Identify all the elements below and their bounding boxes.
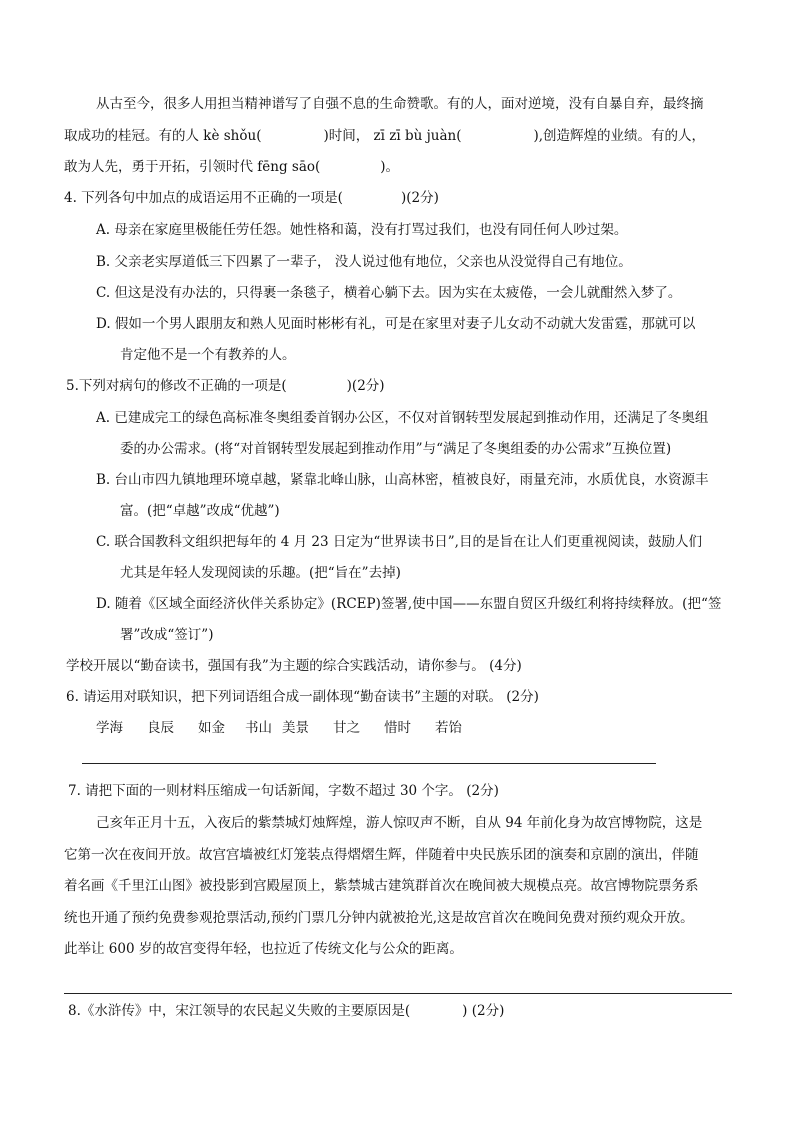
material-line-3: 着名画《千里江山图》被投影到宫殿屋顶上，紫禁城古建筑群首次在晚间被大规模点亮。故宫博物院票务系 [64, 878, 699, 894]
question-4-option-d-cont: 肯定他不是一个有教养的人。 [120, 347, 296, 363]
question-4-option-d: D. 假如一个男人跟朋友和熟人见面时彬彬有礼，可是在家里对妻子儿女动不动就大发雷霆，那就可以 [96, 316, 696, 332]
question-5-option-a-cont: 委的办公需求。(将“对首钢转型发展起到推动作用”与“满足了冬奥组委的办公需求”互换位置) [120, 441, 672, 457]
word-item: 若饴 [435, 720, 462, 736]
material-line-2: 它第一次在夜间开放。故宫宫墙被红灯笼装点得熠熠生辉，伴随着中央民族乐团的演奏和京剧的演出，伴随 [64, 847, 699, 863]
word-item: 书山 [245, 720, 272, 736]
question-5-option-b-cont: 富。(把“卓越”改成“优越”) [120, 503, 280, 519]
word-item: 学海 [96, 720, 123, 736]
question-7-stem: 7. 请把下面的一则材料压缩成一句话新闻，字数不超过 30 个字。 (2分) [68, 783, 499, 799]
material-line-4: 统也开通了预约免费参观抢票活动,预约门票几分钟内就被抢光,这是故宫首次在晚间免费对预约观众开放。 [64, 910, 694, 926]
question-5-option-d: D. 随着《区域全面经济伙伴关系协定》(RCEP)签署,使中国——东盟自贸区升级红利将持续释放。(把“签 [96, 596, 722, 612]
passage-line-1: 从古至今，很多人用担当精神谱写了自强不息的生命赞歌。有的人，面对逆境，没有自暴自弃，最终摘 [96, 96, 704, 112]
question-5-option-b: B. 台山市四九镇地理环境卓越，紧靠北峰山脉，山高林密，植被良好，雨量充沛，水质优良，水资源丰 [96, 472, 709, 488]
question-8-stem: 8.《水浒传》中，宋江领导的农民起义失败的主要原因是( ) (2分) [68, 1003, 505, 1019]
question-5-option-d-cont: 署”改成“签订”) [120, 627, 214, 643]
material-line-1: 己亥年正月十五，入夜后的紫禁城灯烛辉煌，游人惊叹声不断，自从 94 年前化身为故宫博物院，这是 [96, 815, 703, 831]
answer-line[interactable] [64, 993, 732, 994]
material-line-5: 此举让 600 岁的故宫变得年轻，也拉近了传统文化与公众的距离。 [64, 941, 463, 957]
word-item: 如金 [198, 720, 225, 736]
activity-intro: 学校开展以“勤奋读书，强国有我”为主题的综合实践活动，请你参与。 (4分) [66, 658, 522, 674]
question-6-word-list [96, 718, 486, 738]
question-4-option-a: A. 母亲在家庭里极能任劳任怨。她性格和蔼，没有打骂过我们，也没有同任何人吵过架。 [96, 222, 628, 238]
passage-line-2: 取成功的桂冠。有的人 kè shǒu( )时间， zī zī bù juàn( ),创造辉煌的业绩。有的人， [64, 128, 706, 144]
question-5-stem: 5.下列对病句的修改不正确的一项是( )(2分) [66, 378, 385, 394]
question-5-option-c-cont: 尤其是年轻人发现阅读的乐趣。(把“旨在”去掉) [120, 565, 401, 581]
question-6-stem: 6. 请运用对联知识，把下列词语组合成一副体现“勤奋读书”主题的对联。 (2分) [66, 689, 539, 705]
question-5-option-c: C. 联合国教科文组织把每年的 4 月 23 日定为“世界读书日”,目的是旨在让人们更重视阅读，鼓励人们 [96, 534, 702, 550]
word-item: 甘之 [333, 720, 360, 736]
question-4-option-b: B. 父亲老实厚道低三下四累了一辈子， 没人说过他有地位，父亲也从没觉得自己有地位。 [96, 254, 632, 270]
word-item: 惜时 [384, 720, 411, 736]
answer-line[interactable] [82, 763, 656, 764]
question-4-stem: 4. 下列各句中加点的成语运用不正确的一项是( )(2分) [64, 190, 439, 206]
word-item: 美景 [282, 720, 309, 736]
question-5-option-a: A. 已建成完工的绿色高标准冬奥组委首钢办公区，不仅对首钢转型发展起到推动作用，还满足了冬奥组 [96, 410, 709, 426]
word-item: 良辰 [147, 720, 174, 736]
passage-line-3: 敢为人先，勇于开拓，引领时代 fēng sāo( )。 [64, 159, 400, 175]
question-4-option-c: C. 但这是没有办法的，只得裹一条毯子，横着心躺下去。因为实在太疲倦，一会儿就酣然入梦了。 [96, 285, 682, 301]
